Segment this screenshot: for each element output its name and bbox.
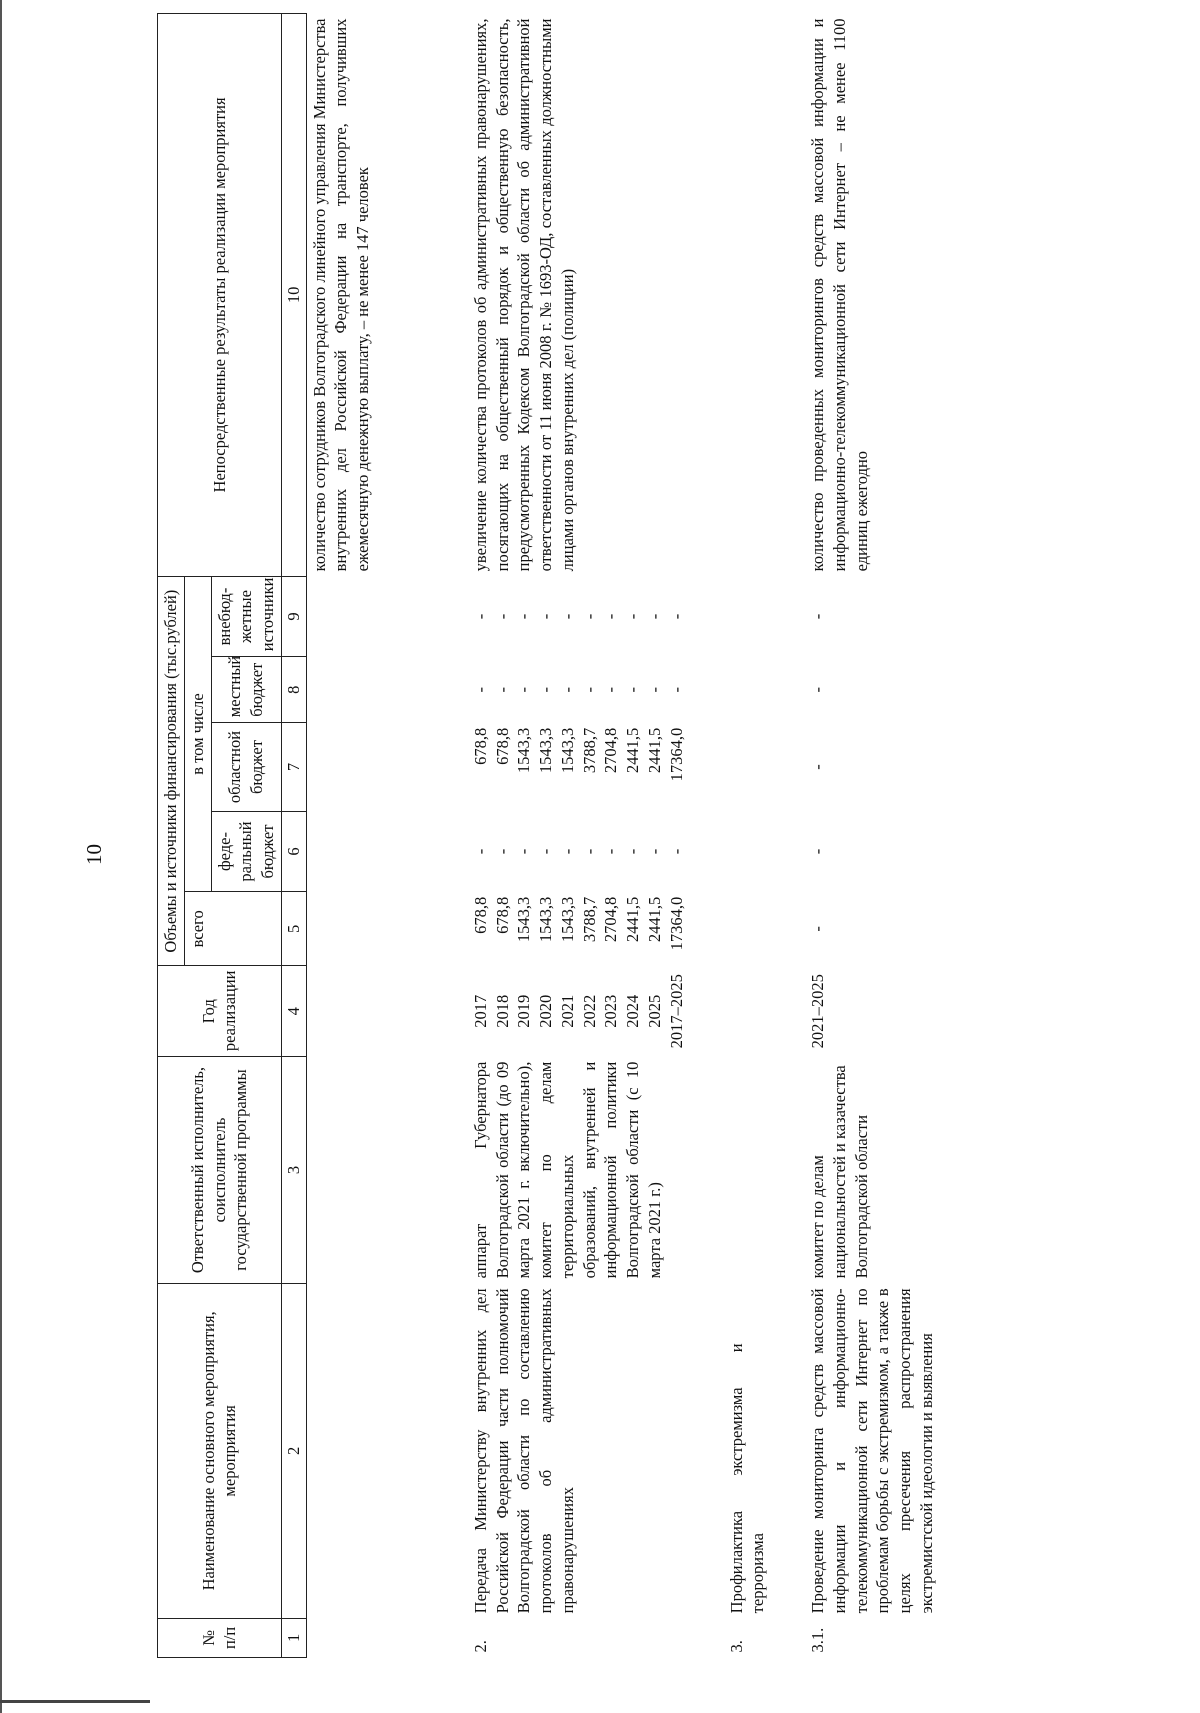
column-number: 9 [281,576,306,656]
column-number: 1 [281,1618,306,1657]
executor-cell: комитет по делам национальностей и казачества Волгоградской области [808,1065,871,1279]
header-including: в том числе [184,576,211,891]
header-extrabudgetary: внебюд-жетные источники [211,576,281,656]
header-regional-budget: областной бюджет [211,723,281,812]
result-cell: увеличение количества протоколов об административных правонарушениях, посягающих на общественный порядок и общественную безопасность, предусмотренных Кодексом Волгоградской области об административной ответственности от 11 июня 2008 г. № 1693-ОД, составленных должностными лицами органов внутренних дел (полиции) [470,18,577,572]
column-number: 3 [281,1057,306,1284]
program-measures-table [157,13,940,1658]
column-number: 2 [281,1283,306,1618]
row-number: 3. [726,1640,746,1653]
federal-cell: - - - - - - - - - - [470,848,686,855]
header-federal-budget: феде-ральный бюджет [211,811,281,891]
years-cell: 2021–2025 [808,974,828,1049]
header-number: № п/п [158,1618,282,1657]
result-cell: количество сотрудников Волгоградского линейного управления Министерства внутренних дел Российской Федерации на транспорте, получивших ежемесячную денежную выплату, – не менее 147 человек [309,18,373,572]
regional-cell: 678,8 678,8 1543,3 1543,3 1543,3 3788,7 2704,8 2441,5 2441,5 17364,0 [470,727,686,782]
result-cell: количество проведенных мониторингов средств массовой информации и информационно-телекоммуникационной сети Интернет – не менее 1100 единиц ежегодно [808,18,871,572]
column-number: 5 [281,892,306,966]
header-results: Непосредственные результаты реализации мероприятия [158,14,282,577]
column-number: 10 [281,14,306,577]
header-executor: Ответственный исполнитель, соисполнитель государственной программы [158,1057,282,1284]
column-number: 6 [281,811,306,891]
measure-name-cell: Профилактика экстремизма и терроризма [726,1343,768,1614]
page-number: 10 [82,844,106,865]
header-financing: Объемы и источники финансирования (тыс.рублей) [158,576,185,966]
extrabudgetary-cell: - - - - - - - - - - [470,613,686,620]
row-number: 2. [470,1640,490,1653]
local-cell: - [808,687,828,693]
years-cell: 2017 2018 2019 2020 2021 2022 2023 2024 2025 2017–2025 [470,974,686,1049]
table-row-3 [724,14,772,1658]
header-measure-name: Наименование основного мероприятия, мероприятия [158,1283,282,1618]
measure-name-cell: Передача Министерству внутренних дел Российской Федерации части полномочий Волгоградской области по составлению протоколов об административных правонарушениях [470,1288,577,1614]
federal-cell: - [808,848,828,855]
header-local-budget: местный бюджет [211,657,281,723]
regional-cell: - [808,764,828,770]
column-number: 4 [281,966,306,1057]
measure-name-cell: Проведение мониторинга средств массовой информации и информационно-телекоммуникационной сети Интернет по проблемам борьбы с экстремизмом, а также в целях пресечения распространения экстремистской идеологии и выявления [808,1288,936,1614]
header-total: всего [184,892,281,966]
total-cell: - [808,926,828,932]
column-number: 8 [281,657,306,723]
header-year: Год реализации [158,966,282,1057]
row-number: 3.1. [808,1627,828,1653]
local-cell: - - - - - - - - - - [470,687,686,693]
column-number: 7 [281,723,306,812]
table-row-3-1 [805,14,940,1658]
table-row-continuation [306,14,376,1658]
extrabudgetary-cell: - [808,613,828,620]
table-row-2 [468,14,690,1658]
total-cell: 678,8 678,8 1543,3 1543,3 1543,3 3788,7 2704,8 2441,5 2441,5 17364,0 [470,896,686,951]
executor-cell: аппарат Губернатора Волгоградской области (до 09 марта 2021 г. включительно), комитет по делам территориальных образований, внутренней и информационной политики Волгоградской области (с 10 марта 2021 г.) [470,1061,665,1279]
